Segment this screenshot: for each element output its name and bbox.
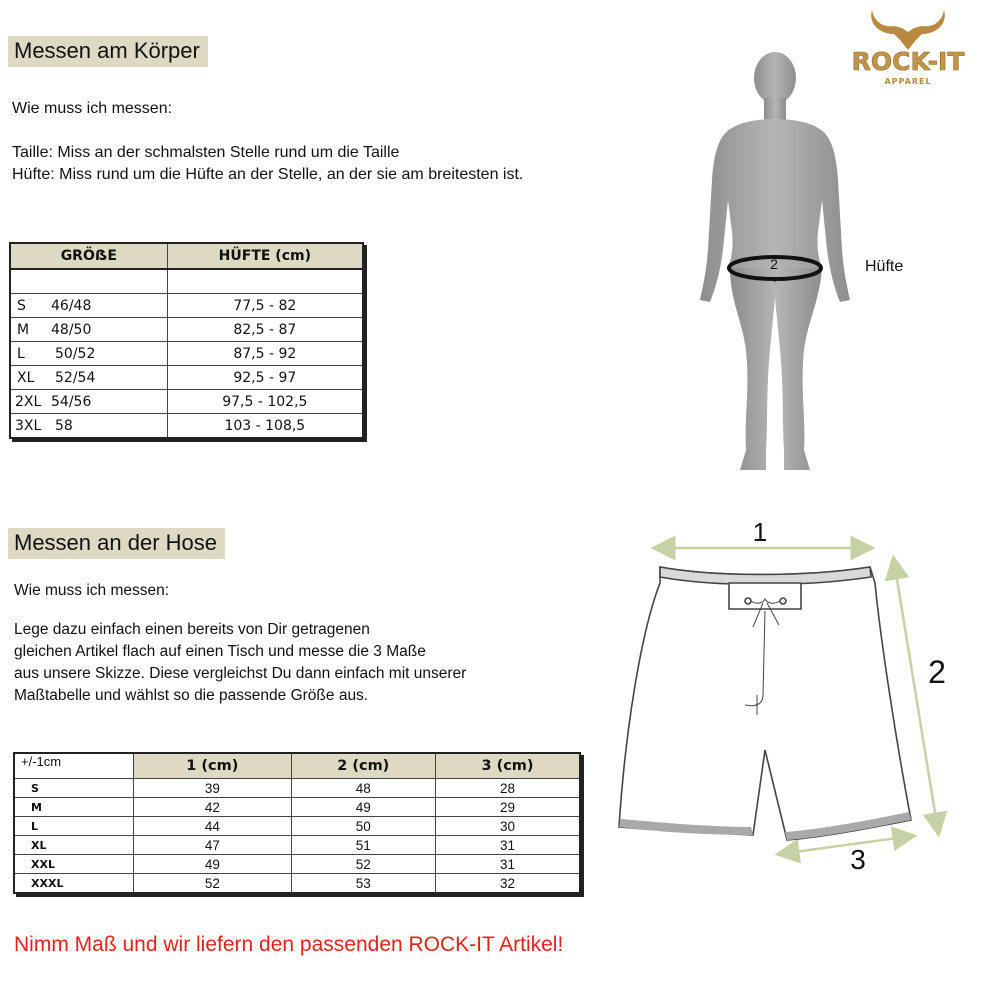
measure-value: 39 — [134, 779, 291, 798]
size-label: M — [17, 321, 30, 338]
tolerance-label: +/-1cm — [14, 753, 134, 779]
size-label: L — [14, 817, 134, 836]
measure-value: 50 — [291, 817, 435, 836]
logo-brand: ROCK-IT — [851, 47, 965, 76]
hip-range: 87,5 - 92 — [167, 342, 363, 366]
body-hip-instruction: Hüfte: Miss rund um die Hüfte an der Stelle, an der sie am breitesten ist. — [12, 166, 524, 183]
measure-value: 30 — [436, 817, 581, 836]
size-label: S — [14, 779, 134, 798]
hip-range: 82,5 - 87 — [167, 318, 363, 342]
table-header-measure-2: 2 (cm) — [291, 753, 435, 779]
measure-value: 52 — [291, 855, 435, 874]
shorts-figure — [605, 515, 960, 880]
hip-marker-number: 2 — [770, 256, 778, 272]
measure-value: 31 — [436, 836, 581, 855]
measure-value: 51 — [291, 836, 435, 855]
hip-label: Hüfte — [865, 258, 904, 275]
table-row — [10, 366, 363, 390]
body-waist-instruction: Taille: Miss an der schmalsten Stelle rund um die Taille — [12, 144, 400, 161]
eu-size: 58 — [55, 417, 73, 434]
table-row — [10, 414, 363, 439]
pants-size-table — [13, 752, 581, 894]
measure-value: 49 — [291, 798, 435, 817]
measure-value: 53 — [291, 874, 435, 894]
table-row — [10, 390, 363, 414]
table-row — [14, 817, 580, 836]
section-title-pants: Messen an der Hose — [8, 528, 225, 559]
table-row — [14, 874, 580, 894]
measure-value: 28 — [436, 779, 581, 798]
section-title-body: Messen am Körper — [8, 36, 208, 67]
eu-size: 52/54 — [55, 369, 96, 386]
size-label: 3XL — [15, 417, 42, 434]
table-header-measure-1: 1 (cm) — [134, 753, 291, 779]
pants-instruction-line: Maßtabelle und wählst so die passende Größe aus. — [14, 687, 369, 704]
pants-instruction-line: Lege dazu einfach einen bereits von Dir getragenen — [14, 621, 370, 638]
table-row — [10, 342, 363, 366]
table-row — [10, 318, 363, 342]
pants-instruction-line: gleichen Artikel flach auf einen Tisch und messe die 3 Maße — [14, 643, 426, 660]
body-how-to: Wie muss ich messen: — [12, 100, 173, 117]
table-header-measure-3: 3 (cm) — [436, 753, 581, 779]
size-label: S — [17, 297, 26, 314]
measure-value: 31 — [436, 855, 581, 874]
size-label: M — [14, 798, 134, 817]
measure-value: 42 — [134, 798, 291, 817]
size-label: XXL — [14, 855, 134, 874]
measure-value: 52 — [134, 874, 291, 894]
logo-sub: APPAREL — [884, 77, 932, 86]
hip-range: 92,5 - 97 — [167, 366, 363, 390]
measure-value: 29 — [436, 798, 581, 817]
board-shorts-icon — [619, 567, 911, 840]
body-size-table — [9, 242, 364, 439]
eu-size: 46/48 — [51, 297, 92, 314]
size-label: XL — [17, 369, 35, 386]
measure-value: 49 — [134, 855, 291, 874]
pants-how-to: Wie muss ich messen: — [14, 582, 170, 599]
body-figure — [680, 50, 860, 482]
measure-value: 48 — [291, 779, 435, 798]
measure-value: 47 — [134, 836, 291, 855]
measure-1-label: 1 — [752, 517, 768, 547]
table-row — [14, 855, 580, 874]
measure-2-label: 2 — [928, 654, 946, 690]
size-label: XL — [14, 836, 134, 855]
bull-horns-icon — [871, 10, 945, 50]
measure-3-label: 3 — [850, 844, 866, 875]
size-label: XXXL — [14, 874, 134, 894]
eu-size: 54/56 — [51, 393, 92, 410]
hip-range: 103 - 108,5 — [167, 414, 363, 439]
footer-slogan: Nimm Maß und wir liefern den passenden ROCK-IT Artikel! — [14, 933, 564, 956]
pants-instruction-line: aus unsere Skizze. Diese vergleichst Du dann einfach mit unserer — [14, 665, 467, 682]
table-row — [10, 294, 363, 318]
measure-value: 32 — [436, 874, 581, 894]
table-header-size: GRÖẞE — [10, 243, 167, 269]
table-row — [14, 798, 580, 817]
table-header-hip: HÜFTE (cm) — [167, 243, 363, 269]
measure-3-arrow — [787, 837, 905, 853]
hip-range: 97,5 - 102,5 — [167, 390, 363, 414]
size-label: L — [17, 345, 25, 362]
eu-size: 50/52 — [55, 345, 96, 362]
hip-range: 77,5 - 82 — [167, 294, 363, 318]
measure-value: 44 — [134, 817, 291, 836]
eu-size: 48/50 — [51, 321, 92, 338]
table-row — [14, 779, 580, 798]
table-row — [14, 836, 580, 855]
size-label: 2XL — [15, 393, 42, 410]
